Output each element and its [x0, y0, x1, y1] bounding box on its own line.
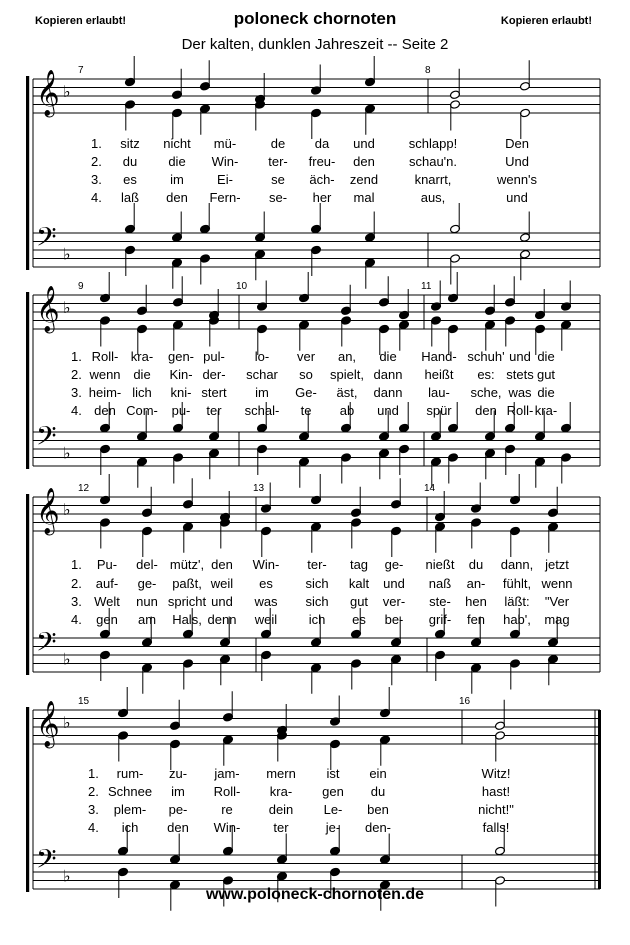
lyric-syllable: es: [123, 172, 137, 187]
lyric-syllable: ben: [367, 802, 389, 817]
lyric-syllable: ter-: [307, 557, 327, 572]
lyric-syllable: kra-: [534, 403, 558, 418]
measure-number: 11: [421, 281, 432, 292]
lyric-syllable: wenn: [541, 576, 573, 591]
lyric-syllable: den: [167, 820, 189, 835]
lyric-syllable: nicht: [163, 136, 191, 151]
lyric-syllable: hen: [465, 594, 487, 609]
lyric-syllable: äch-: [309, 172, 335, 187]
measure-number: 13: [253, 483, 265, 494]
lyric-syllable: den: [94, 403, 116, 418]
lyric-line: [0, 349, 630, 365]
lyric-syllable: schal-: [244, 403, 280, 418]
lyric-syllable: der-: [202, 367, 226, 382]
lyric-syllable: nießt: [425, 557, 455, 572]
lyric-syllable: be-: [384, 612, 404, 627]
lyric-syllable: schlapp!: [408, 136, 458, 151]
lyric-syllable: die: [379, 349, 397, 364]
lyric-syllable: äst,: [336, 385, 358, 400]
lyric-syllable: kni-: [170, 385, 192, 400]
lyric-syllable: dein: [268, 802, 294, 817]
measure-number: 7: [78, 65, 84, 76]
lyric-syllable: an,: [337, 349, 357, 364]
lyric-syllable: se-: [268, 190, 288, 205]
lyric-syllable: schuh': [467, 349, 505, 364]
lyric-syllable: du: [370, 784, 386, 799]
lyric-syllable: Kin-: [169, 367, 193, 382]
lyric-syllable: Pu-: [96, 557, 118, 572]
lyric-syllable: Witz!: [481, 766, 511, 781]
lyric-syllable: es:: [477, 367, 495, 382]
lyric-line: [0, 612, 630, 628]
verse-number: 3.: [71, 594, 82, 609]
bass-clef-icon: 𝄢: [36, 220, 57, 259]
flat-icon: ♭: [63, 499, 71, 519]
lyric-syllable: Hand-: [421, 349, 457, 364]
lyric-syllable: sich: [305, 576, 329, 591]
lyric-syllable: Welt: [94, 594, 120, 609]
lyric-syllable: del-: [136, 557, 158, 572]
lyric-syllable: die: [168, 154, 186, 169]
lyric-syllable: jetzt: [545, 557, 569, 572]
verse-number: 4.: [91, 190, 102, 205]
lyric-syllable: schau'n.: [408, 154, 458, 169]
lyric-syllable: den: [475, 403, 497, 418]
verse-number: 2.: [91, 154, 102, 169]
lyric-syllable: dann: [373, 385, 403, 400]
lyric-syllable: den: [166, 190, 188, 205]
lyric-syllable: die: [133, 367, 151, 382]
verse-number: 4.: [88, 820, 99, 835]
lyric-syllable: Win-: [211, 154, 239, 169]
lyric-syllable: und: [377, 403, 399, 418]
measure-number: 10: [236, 281, 248, 292]
lyric-line: [0, 802, 630, 818]
treble-clef-icon: 𝄞: [36, 70, 60, 117]
lyric-line: [0, 385, 630, 401]
lyric-syllable: ich: [308, 612, 326, 627]
lyric-line: [0, 136, 630, 152]
lyric-syllable: auf-: [95, 576, 119, 591]
verse-number: 1.: [71, 349, 82, 364]
treble-clef-icon: 𝄞: [36, 286, 60, 333]
treble-clef-icon: 𝄞: [36, 701, 60, 748]
lyric-syllable: hast!: [481, 784, 511, 799]
lyric-syllable: ter: [273, 820, 289, 835]
lyric-syllable: gut: [536, 367, 556, 382]
lyric-syllable: zu-: [168, 766, 188, 781]
flat-icon: ♭: [63, 649, 71, 669]
lyric-syllable: Hals,: [172, 612, 202, 627]
lyric-syllable: gut: [349, 594, 369, 609]
lyric-syllable: gen: [322, 784, 344, 799]
verse-number: 1.: [71, 557, 82, 572]
lyric-line: [0, 557, 630, 573]
lyric-syllable: se: [271, 172, 285, 187]
flat-icon: ♭: [63, 297, 71, 317]
lyric-syllable: da: [314, 136, 330, 151]
lyric-syllable: pul-: [203, 349, 225, 364]
lyric-syllable: den: [353, 154, 375, 169]
lyric-syllable: und: [211, 594, 233, 609]
lyric-syllable: mütz',: [169, 557, 205, 572]
lyric-line: [0, 190, 630, 206]
lyric-syllable: re: [221, 802, 233, 817]
verse-number: 2.: [88, 784, 99, 799]
lyric-syllable: denn: [207, 612, 237, 627]
lyric-syllable: gen: [96, 612, 118, 627]
lyric-syllable: stert: [201, 385, 227, 400]
lyric-syllable: mü-: [213, 136, 237, 151]
lyric-syllable: ein: [369, 766, 387, 781]
lyric-line: [0, 154, 630, 170]
lyric-syllable: Roll-: [506, 403, 534, 418]
lyric-syllable: ge-: [384, 557, 404, 572]
verse-number: 4.: [71, 612, 82, 627]
treble-clef-icon: 𝄞: [36, 488, 60, 535]
lyric-syllable: Den: [505, 136, 529, 151]
lyric-line: [0, 172, 630, 188]
lyric-syllable: die: [537, 385, 555, 400]
lyric-syllable: ver-: [382, 594, 406, 609]
lyric-syllable: ab: [339, 403, 355, 418]
lyric-syllable: zend: [349, 172, 379, 187]
lyric-line: [0, 367, 630, 383]
bass-clef-icon: 𝄢: [36, 842, 57, 881]
lyric-syllable: wenn's: [496, 172, 538, 187]
lyric-syllable: mern: [266, 766, 296, 781]
lyric-syllable: den-: [364, 820, 392, 835]
lyric-syllable: am: [137, 612, 157, 627]
lyric-syllable: so: [299, 367, 313, 382]
lyric-syllable: lau-: [428, 385, 450, 400]
lyric-syllable: Und: [505, 154, 529, 169]
measure-number: 9: [78, 281, 84, 292]
lyric-syllable: weil: [254, 612, 278, 627]
verse-number: 3.: [71, 385, 82, 400]
bass-clef-icon: 𝄢: [36, 419, 57, 458]
lyric-syllable: je-: [325, 820, 341, 835]
lyric-syllable: freu-: [308, 154, 336, 169]
lyric-syllable: im: [255, 385, 269, 400]
lyric-syllable: ter-: [268, 154, 288, 169]
flat-icon: ♭: [63, 244, 71, 264]
lyric-syllable: jam-: [214, 766, 240, 781]
lyric-syllable: Win-: [252, 557, 280, 572]
lyric-syllable: Ei-: [217, 172, 233, 187]
measure-number: 16: [459, 696, 471, 707]
lyric-syllable: grif-: [428, 612, 452, 627]
lyric-syllable: kra-: [269, 784, 293, 799]
lyric-syllable: fen: [466, 612, 486, 627]
lyric-syllable: Ge-: [295, 385, 317, 400]
lyric-syllable: es: [352, 612, 366, 627]
lyric-syllable: ste-: [429, 594, 451, 609]
verse-number: 2.: [71, 576, 82, 591]
publisher-title: poloneck chornoten: [233, 9, 397, 28]
lyric-line: [0, 784, 630, 800]
lyric-syllable: pe-: [168, 802, 188, 817]
lyric-syllable: falls!: [482, 820, 510, 835]
lyric-syllable: sche,: [470, 385, 502, 400]
measure-number: 15: [78, 696, 90, 707]
lyric-syllable: im: [171, 784, 185, 799]
lyric-syllable: die: [537, 349, 555, 364]
lyric-syllable: naß: [428, 576, 452, 591]
lyric-syllable: gen-: [167, 349, 195, 364]
lyric-syllable: kra-: [130, 349, 154, 364]
lyric-syllable: im: [170, 172, 184, 187]
lyric-syllable: Roll-: [213, 784, 241, 799]
lyric-syllable: te: [300, 403, 312, 418]
lyric-syllable: sich: [305, 594, 329, 609]
lyric-syllable: spricht: [167, 594, 207, 609]
lyric-syllable: lich: [132, 385, 152, 400]
lyric-syllable: Fern-: [209, 190, 241, 205]
lyric-syllable: aus,: [420, 190, 446, 205]
lyric-syllable: ge-: [137, 576, 157, 591]
lyric-syllable: fühlt,: [502, 576, 532, 591]
lyric-syllable: rum-: [116, 766, 144, 781]
lyric-syllable: kalt: [348, 576, 370, 591]
verse-number: 4.: [71, 403, 82, 418]
copy-permission-left: Kopieren erlaubt!: [35, 15, 127, 27]
lyric-syllable: spielt,: [330, 367, 364, 382]
lyric-syllable: Roll-: [91, 349, 119, 364]
lyric-syllable: es: [259, 576, 273, 591]
lyric-syllable: sitz: [120, 136, 140, 151]
lyric-syllable: tag: [349, 557, 369, 572]
verse-number: 3.: [91, 172, 102, 187]
verse-number: 3.: [88, 802, 99, 817]
lyric-line: [0, 594, 630, 610]
lyric-syllable: und: [509, 349, 531, 364]
lyric-syllable: an-: [466, 576, 486, 591]
flat-icon: ♭: [63, 443, 71, 463]
website-url[interactable]: www.poloneck-chornoten.de: [205, 886, 425, 903]
lyric-syllable: knarrt,: [414, 172, 452, 187]
lyric-syllable: den: [211, 557, 233, 572]
lyric-syllable: läßt:: [504, 594, 530, 609]
lyric-syllable: mag: [544, 612, 570, 627]
lyric-syllable: ich: [121, 820, 139, 835]
lyric-line: [0, 820, 630, 836]
lyric-syllable: Schnee: [107, 784, 153, 799]
lyric-syllable: dann: [373, 367, 403, 382]
lyric-syllable: her: [312, 190, 332, 205]
lyric-syllable: du: [468, 557, 484, 572]
lyric-syllable: ist: [326, 766, 340, 781]
lyric-syllable: Com-: [126, 403, 158, 418]
lyric-syllable: hab',: [503, 612, 531, 627]
lyric-syllable: de: [270, 136, 286, 151]
lyric-syllable: plem-: [113, 802, 147, 817]
lyric-syllable: und: [383, 576, 405, 591]
lyric-syllable: und: [353, 136, 375, 151]
copy-permission-right: Kopieren erlaubt!: [500, 15, 592, 27]
lyric-syllable: heißt: [424, 367, 454, 382]
lyric-syllable: was: [254, 594, 278, 609]
lyric-syllable: nun: [136, 594, 158, 609]
lyric-syllable: weil: [210, 576, 234, 591]
measure-number: 8: [425, 65, 431, 76]
lyric-syllable: pu-: [171, 403, 191, 418]
lyric-line: [0, 766, 630, 782]
measure-number: 12: [78, 483, 90, 494]
measure-number: 14: [424, 483, 436, 494]
lyric-line: [0, 576, 630, 592]
verse-number: 1.: [88, 766, 99, 781]
lyric-syllable: lo-: [254, 349, 270, 364]
lyric-syllable: Win-: [213, 820, 241, 835]
lyric-syllable: ter: [206, 403, 222, 418]
lyric-syllable: stets: [506, 367, 534, 382]
lyric-syllable: schar: [246, 367, 278, 382]
lyric-syllable: was: [508, 385, 532, 400]
flat-icon: ♭: [63, 81, 71, 101]
lyric-syllable: mal: [353, 190, 375, 205]
verse-number: 1.: [91, 136, 102, 151]
lyric-syllable: laß: [120, 190, 140, 205]
verse-number: 2.: [71, 367, 82, 382]
lyric-syllable: spür: [426, 403, 452, 418]
lyric-syllable: wenn: [89, 367, 121, 382]
lyric-syllable: "Ver: [544, 594, 570, 609]
lyric-syllable: heim-: [88, 385, 122, 400]
lyric-syllable: dann,: [500, 557, 534, 572]
lyric-syllable: du: [122, 154, 138, 169]
lyric-syllable: ver: [296, 349, 316, 364]
flat-icon: ♭: [63, 866, 71, 886]
lyric-syllable: nicht!": [478, 802, 514, 817]
bass-clef-icon: 𝄢: [36, 625, 57, 664]
lyric-line: [0, 403, 630, 419]
song-subtitle: Der kalten, dunklen Jahreszeit -- Seite 2: [181, 36, 449, 53]
lyric-syllable: und: [506, 190, 528, 205]
flat-icon: ♭: [63, 712, 71, 732]
lyric-syllable: paßt,: [172, 576, 202, 591]
lyric-syllable: Le-: [323, 802, 343, 817]
